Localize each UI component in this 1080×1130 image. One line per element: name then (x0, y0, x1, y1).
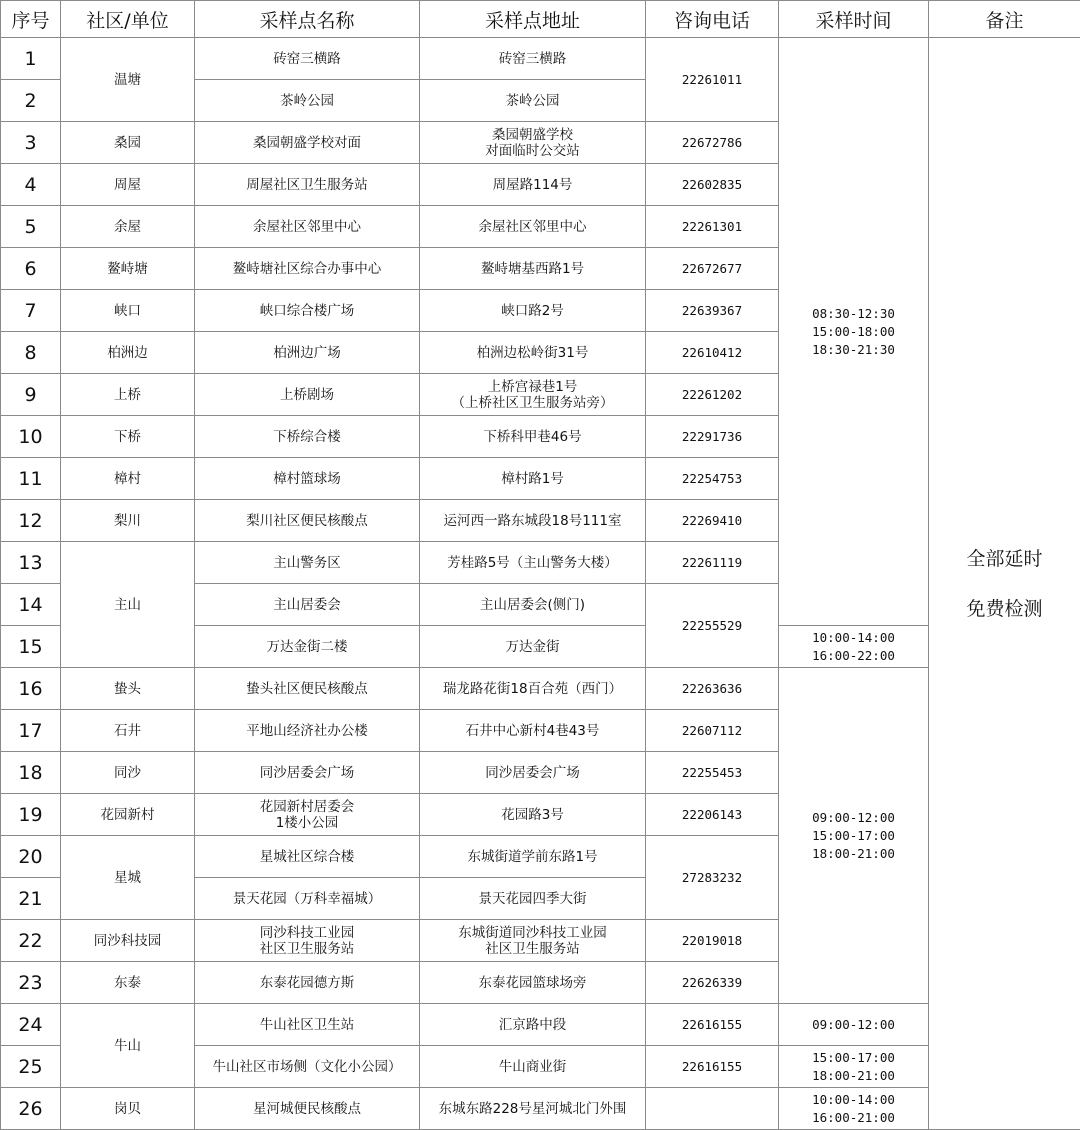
address-cell: 砖窑三横路 (420, 38, 646, 80)
site-name-cell: 同沙科技工业园 社区卫生服务站 (195, 920, 420, 962)
site-name-cell: 蛰头社区便民核酸点 (195, 668, 420, 710)
phone-cell: 22261011 (646, 38, 779, 122)
phone-cell: 22261119 (646, 542, 779, 584)
phone-cell: 27283232 (646, 836, 779, 920)
address-cell: 鳌峙塘基西路1号 (420, 248, 646, 290)
unit-cell: 樟村 (61, 458, 195, 500)
address-cell: 余屋社区邻里中心 (420, 206, 646, 248)
phone-cell: 22261202 (646, 374, 779, 416)
address-cell: 樟村路1号 (420, 458, 646, 500)
row-index: 6 (1, 248, 61, 290)
site-name-cell: 樟村篮球场 (195, 458, 420, 500)
table-row (1, 668, 1080, 710)
row-index: 14 (1, 584, 61, 626)
row-index: 11 (1, 458, 61, 500)
row-index: 9 (1, 374, 61, 416)
phone-cell: 22639367 (646, 290, 779, 332)
time-cell: 10:00-14:00 16:00-22:00 (779, 626, 929, 668)
header-unit: 社区/单位 (61, 1, 195, 38)
table-row (1, 38, 1080, 80)
time-cell: 10:00-14:00 16:00-21:00 (779, 1088, 929, 1130)
row-index: 10 (1, 416, 61, 458)
phone-cell: 22263636 (646, 668, 779, 710)
unit-cell: 东泰 (61, 962, 195, 1004)
address-cell: 花园路3号 (420, 794, 646, 836)
phone-cell: 22254753 (646, 458, 779, 500)
address-cell: 柏洲边松岭街31号 (420, 332, 646, 374)
phone-cell: 22255453 (646, 752, 779, 794)
row-index: 4 (1, 164, 61, 206)
phone-cell (646, 1088, 779, 1130)
row-index: 24 (1, 1004, 61, 1046)
header-note: 备注 (929, 1, 1080, 38)
phone-cell: 22019018 (646, 920, 779, 962)
address-cell: 同沙居委会广场 (420, 752, 646, 794)
row-index: 1 (1, 38, 61, 80)
unit-cell: 温塘 (61, 38, 195, 122)
unit-cell: 花园新村 (61, 794, 195, 836)
site-name-cell: 牛山社区卫生站 (195, 1004, 420, 1046)
site-name-cell: 星城社区综合楼 (195, 836, 420, 878)
unit-cell: 梨川 (61, 500, 195, 542)
site-name-cell: 东泰花园德方斯 (195, 962, 420, 1004)
table-row (1, 1004, 1080, 1046)
phone-cell: 22672677 (646, 248, 779, 290)
row-index: 13 (1, 542, 61, 584)
table-row (1, 1088, 1080, 1130)
address-cell: 景天花园四季大街 (420, 878, 646, 920)
site-name-cell: 星河城便民核酸点 (195, 1088, 420, 1130)
phone-cell: 22626339 (646, 962, 779, 1004)
row-index: 5 (1, 206, 61, 248)
header-index: 序号 (1, 1, 61, 38)
address-cell: 牛山商业街 (420, 1046, 646, 1088)
header-row (1, 1, 1080, 38)
row-index: 23 (1, 962, 61, 1004)
unit-cell: 牛山 (61, 1004, 195, 1088)
time-cell: 09:00-12:00 (779, 1004, 929, 1046)
row-index: 19 (1, 794, 61, 836)
row-index: 3 (1, 122, 61, 164)
address-cell: 芳桂路5号（主山警务大楼） (420, 542, 646, 584)
site-name-cell: 桑园朝盛学校对面 (195, 122, 420, 164)
unit-cell: 周屋 (61, 164, 195, 206)
phone-cell: 22206143 (646, 794, 779, 836)
address-cell: 东城东路228号星河城北门外围 (420, 1088, 646, 1130)
phone-cell: 22261301 (646, 206, 779, 248)
site-name-cell: 下桥综合楼 (195, 416, 420, 458)
phone-cell: 22610412 (646, 332, 779, 374)
site-name-cell: 花园新村居委会 1楼小公园 (195, 794, 420, 836)
site-name-cell: 柏洲边广场 (195, 332, 420, 374)
address-cell: 石井中心新村4巷43号 (420, 710, 646, 752)
header-time: 采样时间 (779, 1, 929, 38)
phone-cell: 22607112 (646, 710, 779, 752)
phone-cell: 22291736 (646, 416, 779, 458)
site-name-cell: 同沙居委会广场 (195, 752, 420, 794)
unit-cell: 同沙 (61, 752, 195, 794)
site-name-cell: 平地山经济社办公楼 (195, 710, 420, 752)
unit-cell: 鳌峙塘 (61, 248, 195, 290)
row-index: 18 (1, 752, 61, 794)
unit-cell: 蛰头 (61, 668, 195, 710)
time-cell: 08:30-12:30 15:00-18:00 18:30-21:30 (779, 38, 929, 626)
unit-cell: 上桥 (61, 374, 195, 416)
address-cell: 东泰花园篮球场旁 (420, 962, 646, 1004)
site-name-cell: 余屋社区邻里中心 (195, 206, 420, 248)
unit-cell: 峡口 (61, 290, 195, 332)
address-cell: 运河西一路东城段18号111室 (420, 500, 646, 542)
site-name-cell: 主山警务区 (195, 542, 420, 584)
row-index: 26 (1, 1088, 61, 1130)
site-name-cell: 万达金街二楼 (195, 626, 420, 668)
phone-cell: 22602835 (646, 164, 779, 206)
site-name-cell: 景天花园（万科幸福城） (195, 878, 420, 920)
unit-cell: 桑园 (61, 122, 195, 164)
address-cell: 汇京路中段 (420, 1004, 646, 1046)
unit-cell: 柏洲边 (61, 332, 195, 374)
address-cell: 万达金街 (420, 626, 646, 668)
phone-cell: 22616155 (646, 1046, 779, 1088)
site-name-cell: 梨川社区便民核酸点 (195, 500, 420, 542)
address-cell: 东城街道同沙科技工业园 社区卫生服务站 (420, 920, 646, 962)
phone-cell: 22255529 (646, 584, 779, 668)
unit-cell: 余屋 (61, 206, 195, 248)
header-site-name: 采样点名称 (195, 1, 420, 38)
address-cell: 桑园朝盛学校 对面临时公交站 (420, 122, 646, 164)
time-cell: 15:00-17:00 18:00-21:00 (779, 1046, 929, 1088)
unit-cell: 同沙科技园 (61, 920, 195, 962)
note-cell: 全部延时 免费检测 (929, 38, 1080, 1130)
unit-cell: 石井 (61, 710, 195, 752)
row-index: 7 (1, 290, 61, 332)
unit-cell: 主山 (61, 542, 195, 668)
unit-cell: 岗贝 (61, 1088, 195, 1130)
site-name-cell: 茶岭公园 (195, 80, 420, 122)
unit-cell: 星城 (61, 836, 195, 920)
row-index: 21 (1, 878, 61, 920)
row-index: 25 (1, 1046, 61, 1088)
site-name-cell: 上桥剧场 (195, 374, 420, 416)
address-cell: 上桥宫禄巷1号 （上桥社区卫生服务站旁） (420, 374, 646, 416)
time-cell: 09:00-12:00 15:00-17:00 18:00-21:00 (779, 668, 929, 1004)
site-name-cell: 主山居委会 (195, 584, 420, 626)
address-cell: 峡口路2号 (420, 290, 646, 332)
row-index: 12 (1, 500, 61, 542)
address-cell: 瑞龙路花街18百合苑（西门） (420, 668, 646, 710)
address-cell: 周屋路114号 (420, 164, 646, 206)
row-index: 8 (1, 332, 61, 374)
phone-cell: 22672786 (646, 122, 779, 164)
row-index: 16 (1, 668, 61, 710)
address-cell: 茶岭公园 (420, 80, 646, 122)
header-address: 采样点地址 (420, 1, 646, 38)
site-name-cell: 牛山社区市场侧（文化小公园） (195, 1046, 420, 1088)
phone-cell: 22269410 (646, 500, 779, 542)
row-index: 17 (1, 710, 61, 752)
header-phone: 咨询电话 (646, 1, 779, 38)
site-name-cell: 周屋社区卫生服务站 (195, 164, 420, 206)
site-name-cell: 峡口综合楼广场 (195, 290, 420, 332)
address-cell: 东城街道学前东路1号 (420, 836, 646, 878)
row-index: 22 (1, 920, 61, 962)
site-name-cell: 砖窑三横路 (195, 38, 420, 80)
address-cell: 下桥科甲巷46号 (420, 416, 646, 458)
address-cell: 主山居委会(侧门) (420, 584, 646, 626)
phone-cell: 22616155 (646, 1004, 779, 1046)
row-index: 2 (1, 80, 61, 122)
row-index: 20 (1, 836, 61, 878)
unit-cell: 下桥 (61, 416, 195, 458)
row-index: 15 (1, 626, 61, 668)
site-name-cell: 鳌峙塘社区综合办事中心 (195, 248, 420, 290)
